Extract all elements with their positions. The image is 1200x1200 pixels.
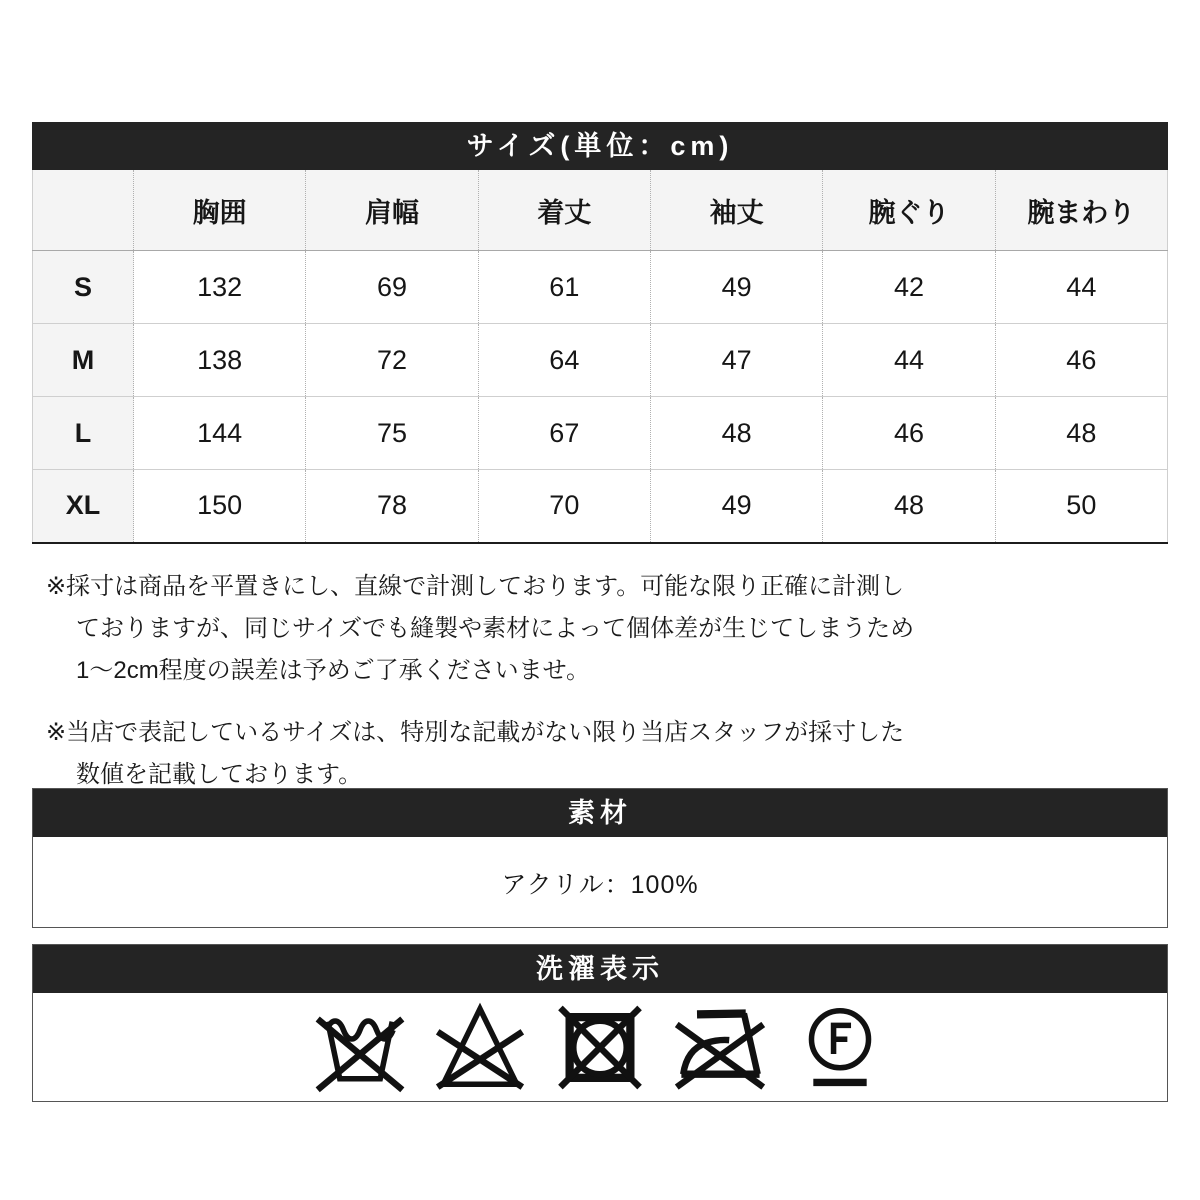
size-section-title: サイズ(単位：cm) [32,122,1168,170]
care-section [32,944,1168,1102]
table-row-l [33,397,1168,470]
material-section-title: 素材 [33,789,1167,837]
note-line: 1〜2cm程度の誤差は予めご了承くださいませ。 [76,657,590,684]
column-header-sleeve: 袖丈 [650,170,822,251]
care-icons-row [33,993,1167,1102]
row-label: S [33,251,134,324]
cell-value: 46 [823,397,995,470]
cell-value: 48 [995,397,1167,470]
do-not-bleach-icon [434,1000,526,1095]
note-line: ※採寸は商品を平置きにし、直線で計測しております。可能な限り正確に計測し [46,573,905,600]
care-section-title: 洗濯表示 [33,945,1167,993]
cell-value: 44 [995,251,1167,324]
measurement-notes [46,566,1156,816]
material-section [32,788,1168,928]
cell-value: 150 [134,470,306,543]
cell-value: 75 [306,397,478,470]
cell-value: 44 [823,324,995,397]
note-staff-measured [46,712,1156,796]
cell-value: 49 [650,251,822,324]
note-line: ておりますが、同じサイズでも縫製や素材によって個体差が生じてしまうため [76,615,915,642]
cell-value: 78 [306,470,478,543]
dry-clean-petroleum-gentle-icon [794,1000,886,1095]
row-label: L [33,397,134,470]
column-header-shoulder: 肩幅 [306,170,478,251]
size-section [32,122,1168,544]
cell-value: 47 [650,324,822,397]
note-line: ※当店で表記しているサイズは、特別な記載がない限り当店スタッフが採寸した [46,719,905,746]
cell-value: 42 [823,251,995,324]
cell-value: 132 [134,251,306,324]
column-header-length: 着丈 [478,170,650,251]
material-value: アクリル：100% [501,870,699,899]
cell-value: 61 [478,251,650,324]
cell-value: 138 [134,324,306,397]
cell-value: 67 [478,397,650,470]
cell-value: 46 [995,324,1167,397]
cell-value: 69 [306,251,478,324]
do-not-wash-icon [314,1000,406,1095]
note-line: 数値を記載しております。 [76,761,363,788]
size-table-header-row [33,170,1168,251]
cell-value: 64 [478,324,650,397]
cell-value: 48 [650,397,822,470]
cell-value: 49 [650,470,822,543]
row-label: M [33,324,134,397]
do-not-iron-icon [674,1000,766,1095]
cell-value: 144 [134,397,306,470]
column-header-chest: 胸囲 [134,170,306,251]
cell-value: 72 [306,324,478,397]
do-not-tumble-dry-icon [554,1000,646,1095]
size-table-corner-cell [33,170,134,251]
cell-value: 50 [995,470,1167,543]
table-row-xl [33,470,1168,543]
cell-value: 48 [823,470,995,543]
note-measurement [46,566,1156,692]
table-row-m [33,324,1168,397]
cell-value: 70 [478,470,650,543]
row-label: XL [33,470,134,543]
column-header-armhole: 腕ぐり [823,170,995,251]
table-row-s [33,251,1168,324]
column-header-arm-width: 腕まわり [995,170,1167,251]
size-table [32,170,1168,544]
